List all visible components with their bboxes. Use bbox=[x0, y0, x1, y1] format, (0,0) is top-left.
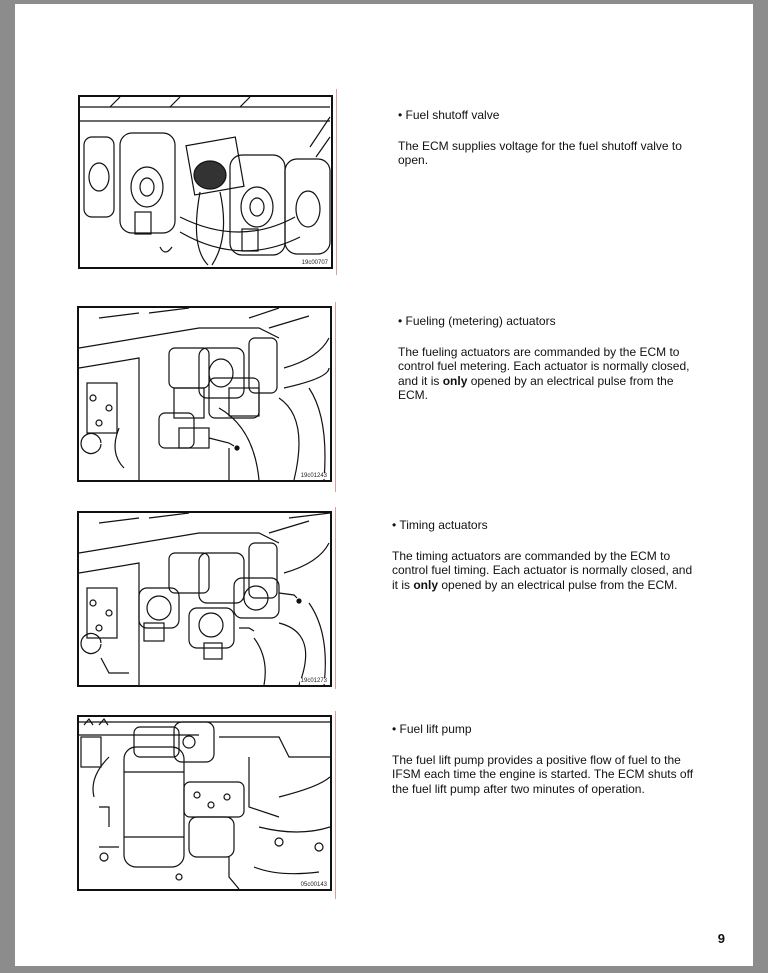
section-heading: • Fuel lift pump bbox=[392, 722, 472, 736]
timing-actuators-figure bbox=[77, 511, 332, 687]
page-number: 9 bbox=[717, 931, 725, 946]
figure-code: 19c00707 bbox=[301, 260, 328, 266]
figure-code: 19c01273 bbox=[300, 678, 327, 684]
section-body: The fuel lift pump provides a positive flow of fuel to the IFSM each time the engine is started. The ECM shuts off the fuel lift pump after two minutes of operation. bbox=[392, 752, 694, 796]
section-body: The timing actuators are commanded by the ECM to control fuel timing. Each actuator is normally closed, and it is only opened by an electrical pulse from the ECM. bbox=[392, 548, 693, 592]
fuel-shutoff-valve-figure bbox=[78, 95, 333, 269]
document-page bbox=[15, 4, 753, 966]
fuel-lift-pump-text bbox=[392, 722, 698, 796]
fuel-lift-pump-figure bbox=[77, 715, 332, 891]
section-body: The fueling actuators are commanded by the ECM to control fuel metering. Each actuator is normally closed, and it is only opened by an electrical pulse from the ECM. bbox=[398, 344, 690, 402]
section-heading: • Fueling (metering) actuators bbox=[398, 314, 556, 328]
fueling-actuators-figure bbox=[77, 306, 332, 482]
section-body: The ECM supplies voltage for the fuel shutoff valve to open. bbox=[398, 138, 682, 167]
section-heading: • Fuel shutoff valve bbox=[398, 108, 500, 122]
figure-code: 05c00143 bbox=[300, 882, 327, 888]
fuel-shutoff-valve-text bbox=[398, 108, 698, 168]
fueling-actuators-text bbox=[398, 314, 698, 403]
timing-actuators-text bbox=[392, 518, 698, 592]
figure-code: 19c01243 bbox=[300, 473, 327, 479]
section-heading: • Timing actuators bbox=[392, 518, 488, 532]
